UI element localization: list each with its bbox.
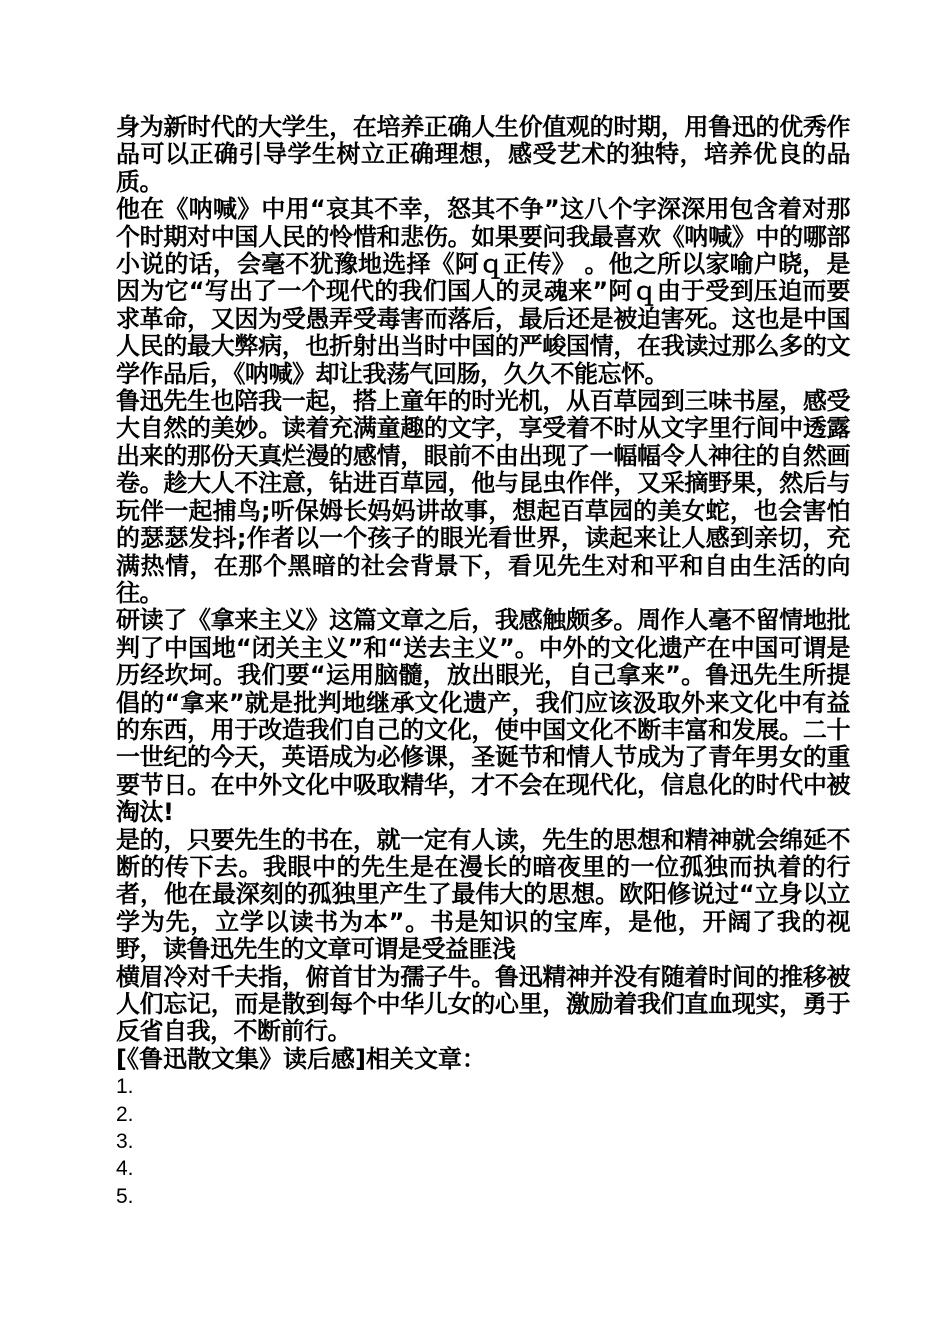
paragraph-4: 研读了《拿来主义》这篇文章之后，我感触颇多。周作人毫不留情地批判了中国地“闭关主义”和“送去主义”。中外的文化遗产在中国可谓是历经坎坷。我们要“运用脑髓，放出眼光，自己拿来”。鲁迅先生所提倡的“拿来”就是批判地继承文化遗产，我们应该汲取外来文化中有益的东西，用于改造我们自己的文化，使中国文化不断丰富和发展。二十一世纪的今天，英语成为必修课，圣诞节和情人节成为了青年男女的重要节日。在中外文化中吸取精华，才不会在现代化，信息化的时代中被淘汰! bbox=[116, 606, 850, 827]
related-article-item[interactable]: 4. bbox=[116, 1157, 134, 1181]
related-article-item[interactable]: 1. bbox=[116, 1075, 134, 1099]
related-articles-heading: [《鲁迅散文集》读后感]相关文章： bbox=[116, 1044, 486, 1073]
paragraph-2: 他在《呐喊》中用“哀其不幸，怒其不争”这八个字深深用包含着对那个时期对中国人民的怜惜和悲伤。如果要问我最喜欢《呐喊》中的哪部小说的话，会毫不犹豫地选择《阿ｑ正传》 。他之所以家喻户晓，是因为它“写出了一个现代的我们国人的灵魂来”阿ｑ由于受到压迫而要求革命，又因为受愚弄受毒害而落后，最后还是被迫害死。这也是中国人民的最大弊病，也折射出当时中国的严峻国情，在我读过那么多的文学作品后，《呐喊》却让我荡气回肠，久久不能忘怀。 bbox=[116, 195, 850, 388]
related-article-item[interactable]: 2. bbox=[116, 1102, 134, 1126]
related-articles-list bbox=[116, 1073, 850, 1210]
related-article-item[interactable]: 3. bbox=[116, 1130, 134, 1154]
paragraph-5: 是的，只要先生的书在，就一定有人读，先生的思想和精神就会绵延不断的传下去。我眼中的先生是在漫长的暗夜里的一位孤独而执着的行者，他在最深刻的孤独里产生了最伟大的思想。欧阳修说过“立身以立学为先，立学以读书为本”。书是知识的宝库，是他，开阔了我的视野，读鲁迅先生的文章可谓是受益匪浅 bbox=[116, 825, 850, 964]
paragraph-3: 鲁迅先生也陪我一起，搭上童年的时光机，从百草园到三味书屋，感受大自然的美妙。读着充满童趣的文字，享受着不时从文字里行间中透露出来的那份天真烂漫的感情，眼前不由出现了一幅幅令人神往的自然画卷。趁大人不注意，钻进百草园，他与昆虫作伴，又采摘野果，然后与玩伴一起捕鸟;听保姆长妈妈讲故事，想起百草园的美女蛇，也会害怕的瑟瑟发抖;作者以一个孩子的眼光看世界，读起来让人感到亲切，充满热情，在那个黑暗的社会背景下，看见先生对和平和自由生活的向往。 bbox=[116, 387, 850, 607]
paragraph-6: 横眉冷对千夫指，俯首甘为孺子牛。鲁迅精神并没有随着时间的推移被人们忘记，而是散到每个中华儿女的心里，激励着我们直血现实，勇于反省自我，不断前行。 bbox=[116, 962, 850, 1046]
related-article-item[interactable]: 5. bbox=[116, 1184, 134, 1208]
document-body bbox=[116, 114, 850, 1210]
paragraph-1: 身为新时代的大学生，在培养正确人生价值观的时期，用鲁迅的优秀作品可以正确引导学生树立正确理想，感受艺术的独特，培养优良的品质。 bbox=[116, 113, 850, 196]
